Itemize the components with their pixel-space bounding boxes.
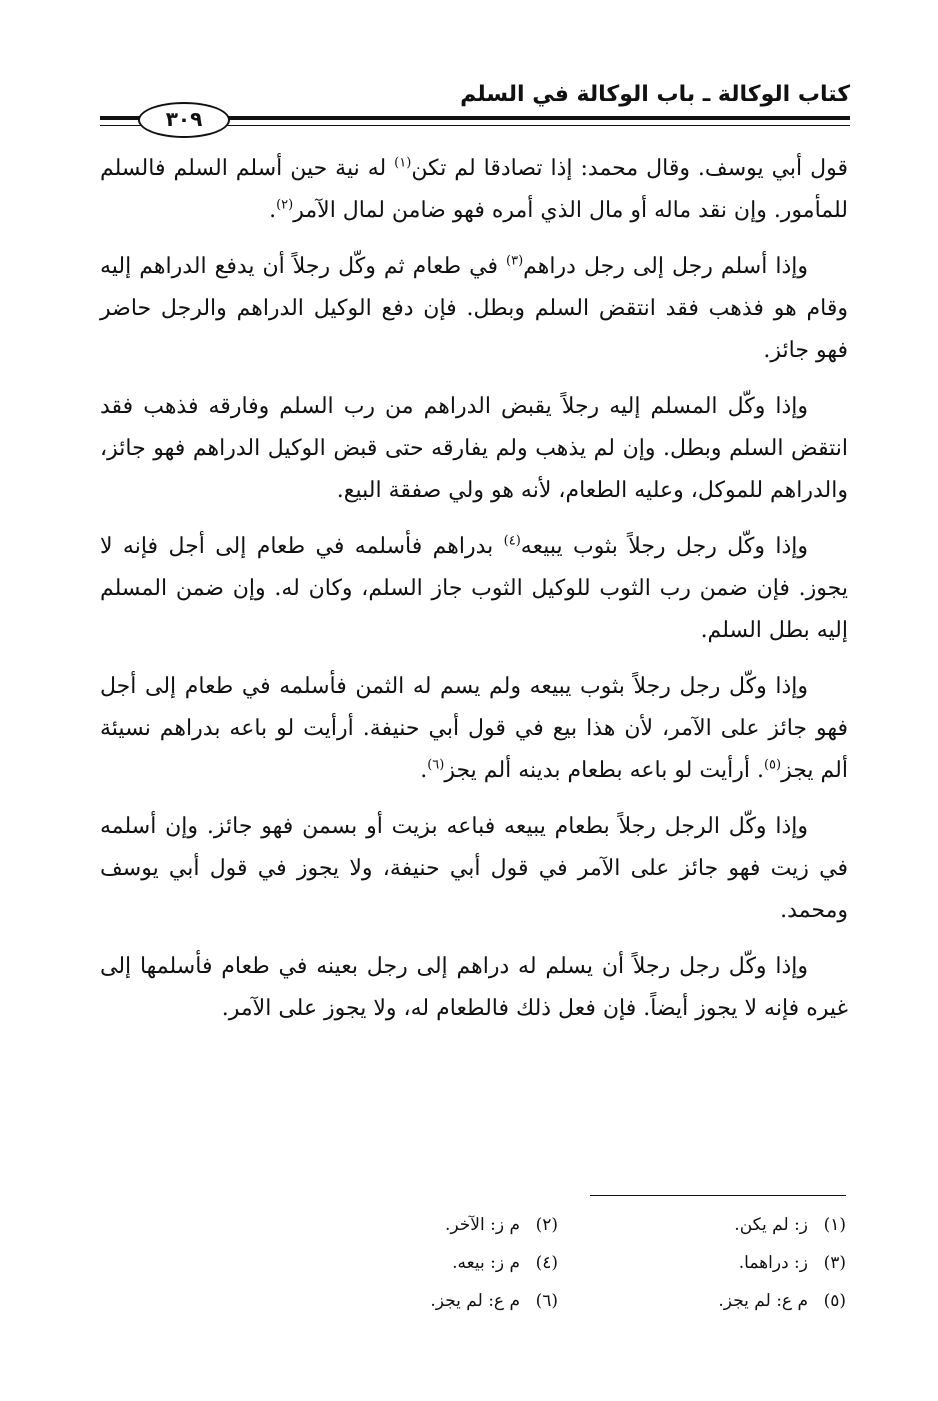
footnote: (٥)م ع: لم يجز. [718,1291,846,1311]
footnote-ref: (٢) [276,197,294,213]
footnote-ref: (٥) [763,757,782,773]
page-header [100,72,850,134]
footnote: (٤)م ز: بيعه. [452,1253,558,1273]
footnotes [270,1206,846,1320]
page-number: ٣٠٩ [138,102,230,138]
footnote: (١)ز: لم يكن. [734,1215,846,1235]
footnote-separator [590,1195,846,1196]
footnote-ref: (٤) [503,533,521,549]
paragraph: وإذا وكّل رجل رجلاً أن يسلم له دراهم إلى رجل بعينه في طعام فأسلمها إلى غيره فإنه لا يجوز أيضاً. فإن فعل ذلك فالطعام له، ولا يجوز على الآمر. [100,954,848,1021]
footnote-ref: (٦) [427,757,445,773]
footnote: (٣)ز: دراهما. [738,1253,846,1273]
footnote-ref: (٣) [506,253,524,269]
footnote-ref: (١) [394,155,412,171]
footnote: (٦)م ع: لم يجز. [430,1291,558,1311]
main-text [100,148,848,1044]
paragraph: وإذا وكّل الرجل رجلاً بطعام يبيعه فباعه بزيت أو بسمن فهو جائز. وإن أسلمه في زيت فهو جائز على الآمر في قول أبي حنيفة، ولا يجوز في قول أبي يوسف ومحمد. [100,814,848,923]
paragraph: وإذا وكّل المسلم إليه رجلاً يقبض الدراهم من رب السلم وفارقه فذهب فقد انتقض السلم وبطل. وإن لم يذهب ولم يفارقه حتى قبض الوكيل الدراهم فهو جائز، والدراهم للموكل، وعليه الطعام، لأنه هو ولي صفقة البيع. [100,394,848,503]
footnote: (٢)م ز: الآخر. [445,1215,558,1235]
paragraph: وإذا أسلم رجل إلى رجل دراهم$^{(٣)}$ في طعام ثم وكّل رجلاً أن يدفع الدراهم إليه وقام هو فذهب فقد انتقض السلم وبطل. فإن دفع الوكيل الدراهم والرجل حاضر فهو جائز. [100,253,848,363]
paragraph: قول أبي يوسف. وقال محمد: إذا تصادقا لم تكن$^{(١)}$ له نية حين أسلم السلم فالسلم للمأمور. وإن نقد ماله أو مال الذي أمره فهو ضامن لمال الآمر$^{(٢)}$. [100,155,848,223]
paragraph: وإذا وكّل رجل رجلاً بثوب يبيعه ولم يسم له الثمن فأسلمه في طعام إلى أجل فهو جائز على الآمر، لأن هذا بيع في قول أبي حنيفة. أرأيت لو باعه بدراهم نسيئة ألم يجز$^{(٥)}$. أرأيت لو باعه بطعام بدينه ألم يجز$^{(٦)}$. [100,674,848,783]
paragraph: وإذا وكّل رجل رجلاً بثوب يبيعه$^{(٤)}$ بدراهم فأسلمه في طعام إلى أجل فإنه لا يجوز. فإن ضمن رب الثوب للوكيل الثوب جاز السلم، وكان له. وإن ضمن المسلم إليه بطل السلم. [100,533,848,643]
running-title: كتاب الوكالة ـ باب الوكالة في السلم [460,82,850,107]
